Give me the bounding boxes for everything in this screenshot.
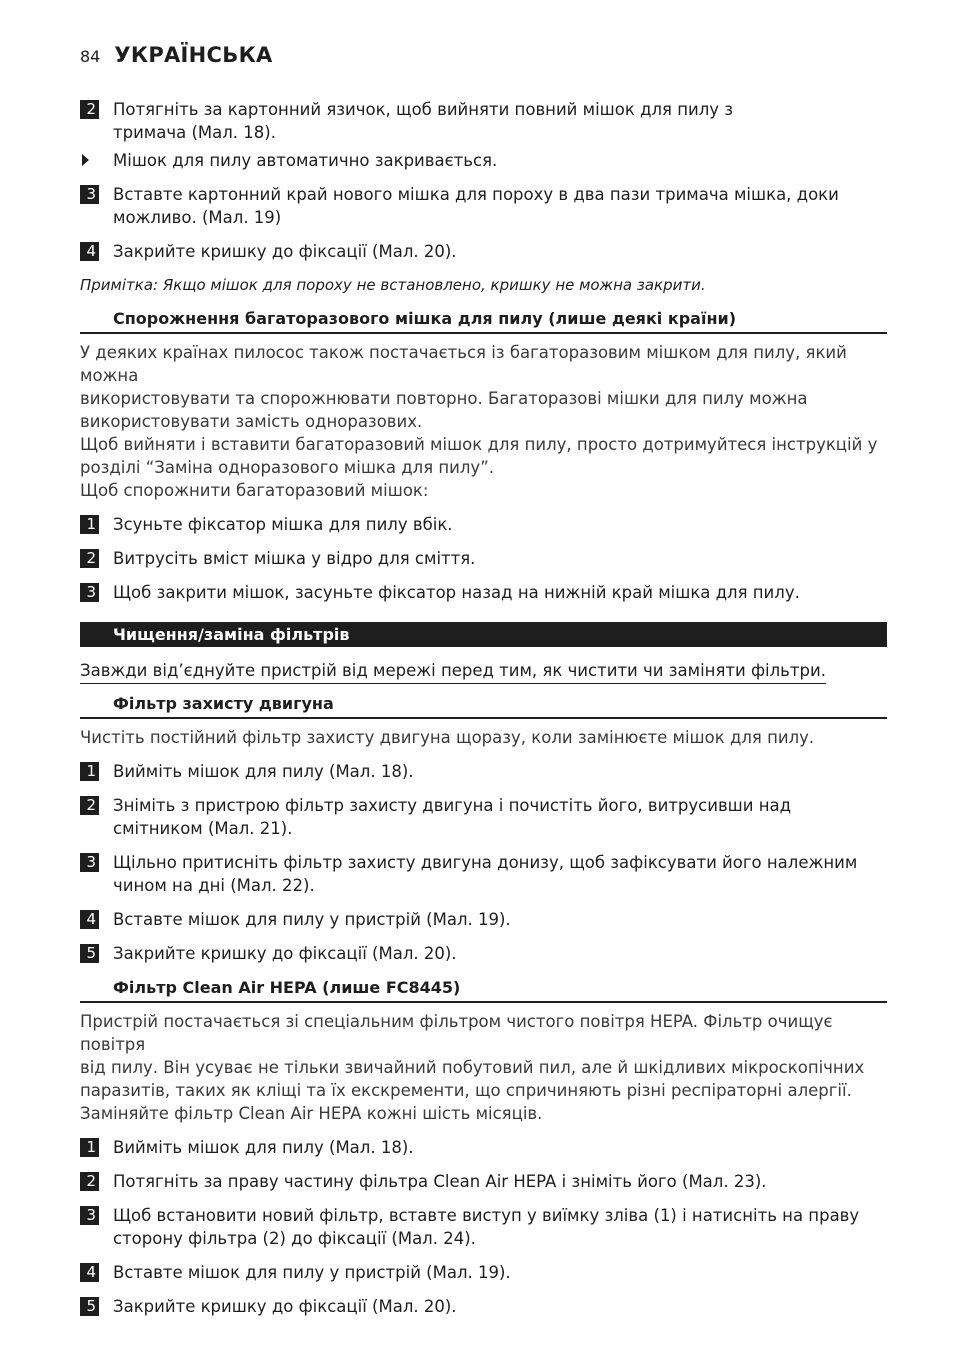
step-item (80, 513, 887, 536)
step-text (113, 581, 887, 604)
warning-text: Завжди від’єднуйте пристрій від мережі перед тим, як чистити чи заміняти фільтри. (80, 659, 826, 684)
step-text-line: Вийміть мішок для пилу (Мал. 18). (113, 762, 414, 781)
step-number-badge: 3 (80, 1206, 99, 1225)
step-text (113, 513, 887, 536)
steps-list (80, 760, 887, 965)
step-number-badge: 1 (80, 762, 99, 781)
step-text (113, 240, 887, 263)
paragraph (80, 726, 887, 749)
document-page (80, 44, 887, 1329)
step-number-badge: 4 (80, 1263, 99, 1282)
step-text (113, 98, 887, 144)
step-item (80, 1170, 887, 1193)
step-number-badge: 5 (80, 944, 99, 963)
step-item (80, 942, 887, 965)
step-number-badge: 1 (80, 515, 99, 534)
step-text-line: сторону фільтра (2) до фіксації (Мал. 24). (113, 1229, 476, 1248)
paragraph-line: Чистіть постійний фільтр захисту двигуна щоразу, коли замінюєте мішок для пилу. (80, 728, 815, 747)
step-item (80, 794, 887, 840)
section-heading: Фільтр Clean Air HEPA (лише FC8445) (80, 976, 887, 1003)
step-text-line: можливо. (Мал. 19) (113, 208, 282, 227)
paragraph-line: розділі “Заміна одноразового мішка для пилу”. (80, 458, 494, 477)
step-number-badge: 4 (80, 910, 99, 929)
step-number-badge: 2 (80, 796, 99, 815)
step-number-badge: 3 (80, 583, 99, 602)
step-item (80, 98, 887, 144)
step-text-line: Потягніть за праву частину фільтра Clean Air HEPA і зніміть його (Мал. 23). (113, 1172, 767, 1191)
step-number-badge: 3 (80, 853, 99, 872)
step-item (80, 760, 887, 783)
language-title: УКРАЇНСЬКА (114, 43, 273, 67)
paragraph (80, 1010, 887, 1125)
step-item (80, 1261, 887, 1284)
step-text-line: Вставте мішок для пилу у пристрій (Мал. 19). (113, 1263, 511, 1282)
arrow-icon (80, 149, 99, 172)
page-header (80, 44, 887, 68)
steps-list (80, 183, 887, 263)
section-bar-heading: Чищення/заміна фільтрів (80, 622, 887, 647)
step-text-line: Вставте картонний край нового мішка для пороху в два пази тримача мішка, доки (113, 185, 839, 204)
step-text (113, 760, 887, 783)
section-heading: Спорожнення багаторазового мішка для пилу (лише деякі країни) (80, 307, 887, 334)
page-number: 84 (80, 47, 101, 66)
step-text (113, 1295, 887, 1318)
paragraph-line: У деяких країнах пилосос також постачається із багаторазовим мішком для пилу, який можна (80, 343, 847, 385)
step-text (113, 1170, 887, 1193)
step-text (113, 942, 887, 965)
step-text (113, 908, 887, 931)
step-item (80, 547, 887, 570)
step-item (80, 1295, 887, 1318)
step-number-badge: 4 (80, 242, 99, 261)
step-text-line: Закрийте кришку до фіксації (Мал. 20). (113, 944, 457, 963)
paragraph (80, 341, 887, 502)
result-item (80, 149, 887, 172)
result-text: Мішок для пилу автоматично закривається. (113, 151, 498, 170)
paragraph-line: Заміняйте фільтр Clean Air HEPA кожні шість місяців. (80, 1104, 543, 1123)
step-text (113, 547, 887, 570)
step-text (113, 1204, 887, 1250)
paragraph-line: використовувати замість одноразових. (80, 412, 423, 431)
step-text-line: Зсуньте фіксатор мішка для пилу вбік. (113, 515, 453, 534)
step-number-badge: 3 (80, 185, 99, 204)
step-number-badge: 1 (80, 1138, 99, 1157)
step-number-badge: 2 (80, 1172, 99, 1191)
step-text-line: Щоб закрити мішок, засуньте фіксатор назад на нижній край мішка для пилу. (113, 583, 800, 602)
step-text (113, 851, 887, 897)
step-item (80, 908, 887, 931)
step-number-badge: 5 (80, 1297, 99, 1316)
paragraph-line: Щоб вийняти і вставити багаторазовий мішок для пилу, просто дотримуйтеся інструкцій у (80, 435, 878, 454)
step-text-line: Витрусіть вміст мішка у відро для сміття. (113, 549, 476, 568)
step-number-badge: 2 (80, 100, 99, 119)
step-text-line: Потягніть за картонний язичок, щоб вийняти повний мішок для пилу з (113, 100, 734, 119)
step-item (80, 183, 887, 229)
step-item (80, 240, 887, 263)
steps-list (80, 1136, 887, 1318)
step-text (113, 1136, 887, 1159)
step-text (113, 183, 887, 229)
step-text-line: Вийміть мішок для пилу (Мал. 18). (113, 1138, 414, 1157)
paragraph-line: паразитів, таких як кліщі та їх екскременти, що спричиняють різні респіраторні алергії. (80, 1081, 852, 1100)
step-item (80, 1136, 887, 1159)
paragraph-line: Щоб спорожнити багаторазовий мішок: (80, 481, 429, 500)
step-text (113, 1261, 887, 1284)
step-text-line: смітником (Мал. 21). (113, 819, 293, 838)
step-text-line: чином на дні (Мал. 22). (113, 876, 315, 895)
section-heading: Фільтр захисту двигуна (80, 692, 887, 719)
paragraph-line: використовувати та спорожнювати повторно. Багаторазові мішки для пилу можна (80, 389, 808, 408)
paragraph-line: від пилу. Він усуває не тільки звичайний побутовий пил, але й шкідливих мікроскопічних (80, 1058, 865, 1077)
steps-list (80, 98, 887, 144)
step-text-line: Щоб встановити новий фільтр, вставте виступ у виїмку зліва (1) і натисніть на праву (113, 1206, 860, 1225)
step-number-badge: 2 (80, 549, 99, 568)
step-text-line: Закрийте кришку до фіксації (Мал. 20). (113, 1297, 457, 1316)
step-text-line: Вставте мішок для пилу у пристрій (Мал. 19). (113, 910, 511, 929)
step-text (113, 794, 887, 840)
step-item (80, 581, 887, 604)
step-text-line: тримача (Мал. 18). (113, 123, 276, 142)
step-text-line: Закрийте кришку до фіксації (Мал. 20). (113, 242, 457, 261)
step-item (80, 1204, 887, 1250)
step-item (80, 851, 887, 897)
note-text: Примітка: Якщо мішок для пороху не встановлено, кришку не можна закрити. (80, 276, 706, 294)
steps-list (80, 513, 887, 604)
step-text-line: Щільно притисніть фільтр захисту двигуна донизу, щоб зафіксувати його належним (113, 853, 858, 872)
paragraph-line: Пристрій постачається зі спеціальним фільтром чистого повітря HEPA. Фільтр очищує повітря (80, 1012, 833, 1054)
step-text-line: Зніміть з пристрою фільтр захисту двигуна і почистіть його, витрусивши над (113, 796, 792, 815)
